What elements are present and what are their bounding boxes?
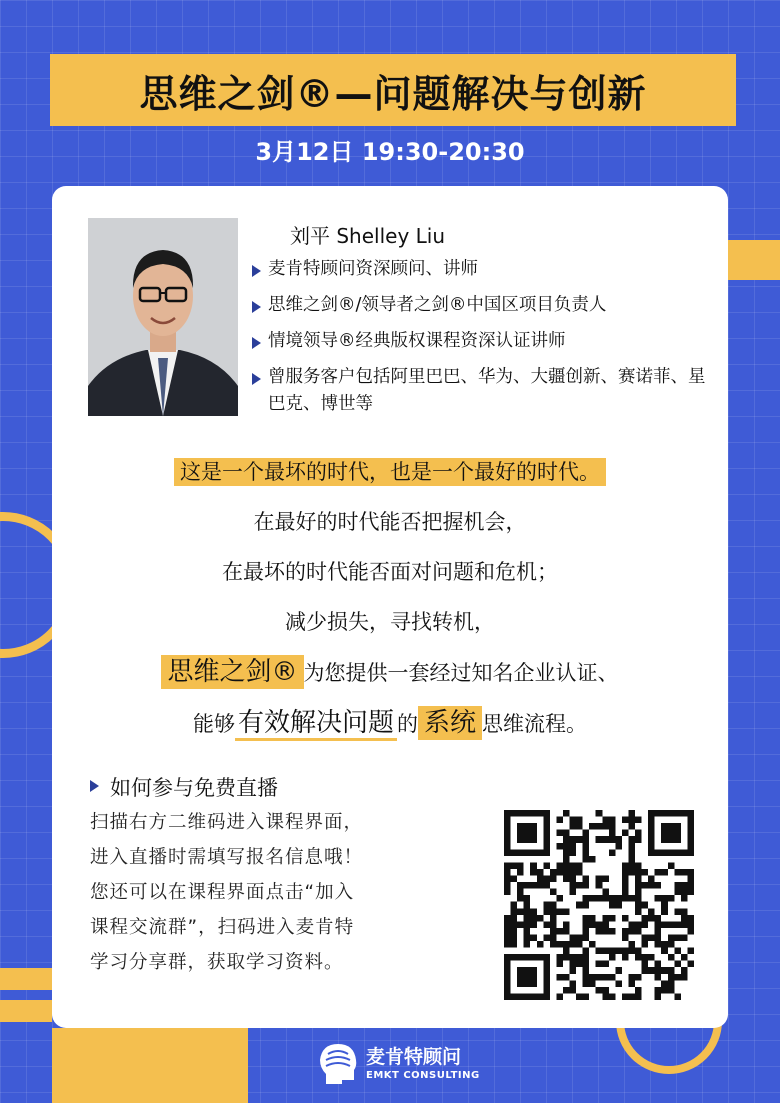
quote-line-6-suffix: 思维流程。 [482, 712, 588, 736]
bullet-triangle-icon [90, 780, 99, 792]
bullet-triangle-icon [252, 373, 261, 385]
page-title: 思维之剑®—问题解决与创新 [139, 71, 647, 116]
howto-line: 进入直播时需填写报名信息哦！ [90, 847, 364, 868]
quote-line-3: 在最坏的时代能否面对问题和危机； [222, 560, 558, 584]
bio-item [252, 364, 712, 418]
bio-item [252, 292, 712, 319]
bullet-triangle-icon [252, 337, 261, 349]
content-card [52, 186, 728, 1028]
quote-line-5 [52, 658, 728, 687]
bio-item [252, 328, 712, 355]
bio-item-text: 情境领导®经典版权课程资深认证讲师 [268, 331, 566, 351]
bio-item [252, 256, 712, 283]
underline-highlight: 有效解决问题 [235, 708, 397, 741]
quote-line-2: 在最好的时代能否把握机会， [253, 510, 527, 534]
logo-chinese-name: 麦肯特顾问 [366, 1046, 462, 1068]
quote-line-1 [52, 458, 728, 486]
bio-item-text: 曾服务客户包括阿里巴巴、华为、大疆创新、赛诺菲、星巴克、博世等 [268, 367, 706, 414]
deco-yellow-bar-left-1 [0, 968, 52, 990]
event-date: 3月12日 19:30-20:30 [255, 138, 525, 166]
logo-english-name: EMKT CONSULTING [366, 1070, 480, 1081]
title-banner [50, 54, 736, 126]
speaker-bio-list [252, 256, 712, 427]
quote-block [52, 458, 728, 760]
quote-line-6 [52, 709, 728, 738]
howto-line: 您还可以在课程界面点击“加入 [90, 882, 355, 903]
howto-line: 学习分享群，获取学习资料。 [90, 952, 344, 973]
deco-yellow-bar-left-2 [0, 1000, 52, 1022]
bio-item-text: 麦肯特顾问资深顾问、讲师 [268, 259, 478, 279]
howto-line: 扫描右方二维码进入课程界面， [90, 812, 364, 833]
quote-highlight: 这是一个最坏的时代，也是一个最好的时代。 [174, 458, 606, 486]
speaker-portrait-icon [88, 218, 238, 416]
bullet-triangle-icon [252, 265, 261, 277]
bullet-triangle-icon [252, 301, 261, 313]
quote-line-5-text: 为您提供一套经过知名企业认证、 [303, 661, 619, 685]
deco-yellow-block-bottom [52, 1028, 248, 1103]
system-highlight: 系统 [418, 706, 482, 740]
speaker-photo [88, 218, 238, 416]
brand-logo [318, 1042, 480, 1090]
howto-line: 课程交流群”，扫码进入麦肯特 [90, 917, 355, 938]
qr-code[interactable] [504, 810, 694, 1000]
brand-highlight: 思维之剑® [161, 655, 303, 689]
quote-line-4: 减少损失，寻找转机， [285, 610, 495, 634]
howto-title [90, 772, 278, 802]
speaker-name: 刘平 Shelley Liu [290, 224, 446, 248]
quote-line-6-prefix: 能够 [192, 712, 235, 736]
quote-line-6-mid: 的 [397, 712, 418, 736]
howto-title-text: 如何参与免费直播 [110, 776, 278, 800]
howto-instructions [90, 808, 470, 983]
bio-item-text: 思维之剑®/领导者之剑®中国区项目负责人 [268, 295, 607, 315]
head-logo-icon [318, 1042, 358, 1086]
